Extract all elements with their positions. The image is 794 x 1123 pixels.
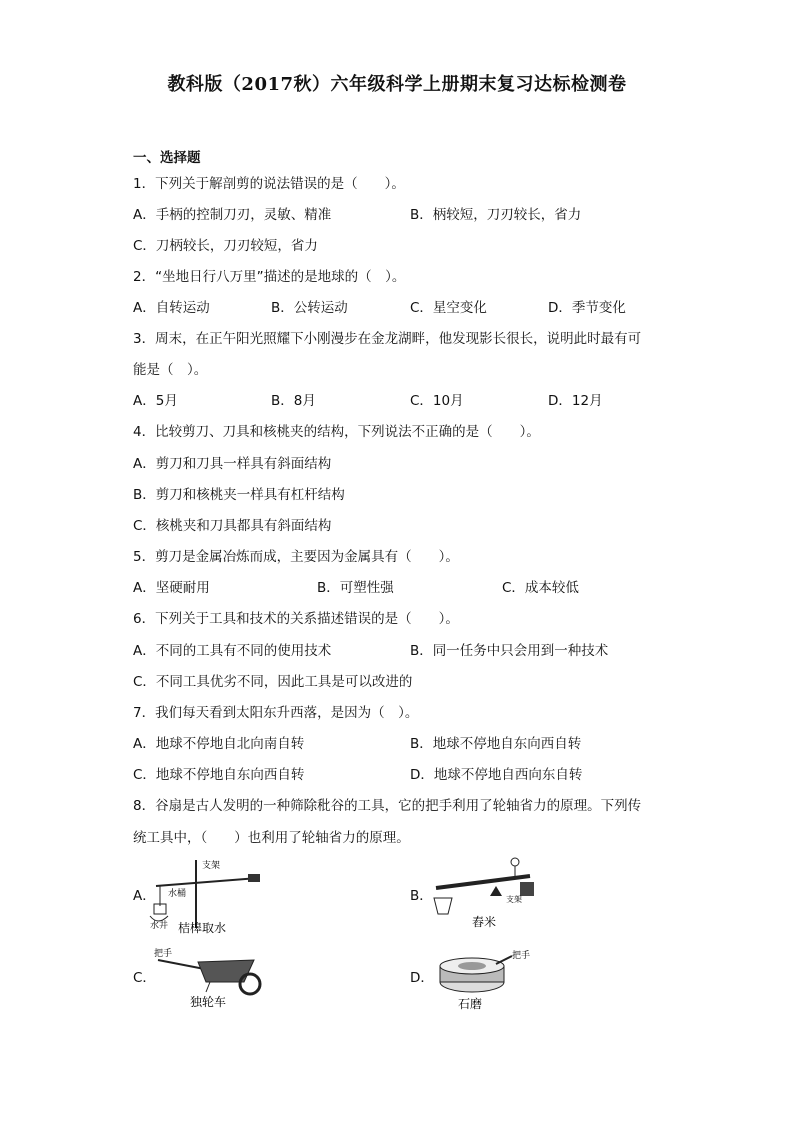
question-2-option-d[interactable]: D．季节变化	[548, 300, 626, 316]
question-7-option-b[interactable]: B．地球不停地自东向西自转	[410, 736, 582, 752]
figure-stone-mill	[432, 946, 532, 1012]
question-3-stem-continued: 能是（ ）。	[133, 362, 208, 378]
question-8-stem-continued: 统工具中，（ ）也利用了轮轴省力的原理。	[133, 830, 410, 846]
figure-b-tag-support: 支架	[506, 895, 522, 904]
question-8-option-b[interactable]: B．	[410, 888, 433, 904]
question-7-option-d[interactable]: D．地球不停地自西向东自转	[410, 767, 583, 783]
question-3-stem: 3．周末，在正午阳光照耀下小刚漫步在金龙湖畔，他发现影长很长，说明此时最有可	[133, 331, 642, 347]
question-5-option-b[interactable]: B．可塑性强	[317, 580, 394, 596]
figure-wheelbarrow	[150, 946, 280, 1012]
question-1-option-a[interactable]: A．手柄的控制刀刃，灵敏、精准	[133, 207, 332, 223]
question-6-stem: 6．下列关于工具和技术的关系描述错误的是（ ）。	[133, 611, 459, 627]
question-5-option-c[interactable]: C．成本较低	[502, 580, 579, 596]
figure-well-sweep	[148, 856, 268, 936]
question-5-stem: 5．剪刀是金属冶炼而成，主要因为金属具有（ ）。	[133, 549, 459, 565]
question-5-option-a[interactable]: A．坚硬耐用	[133, 580, 210, 596]
page-title: 教科版（2017秋）六年级科学上册期末复习达标检测卷	[167, 74, 627, 95]
figure-a-tag-support: 支架	[202, 861, 221, 871]
question-4-option-a[interactable]: A．剪刀和刀具一样具有斜面结构	[133, 456, 332, 472]
question-4-option-b[interactable]: B．剪刀和核桃夹一样具有杠杆结构	[133, 487, 345, 503]
figure-rice-pounding	[430, 856, 540, 936]
question-3-option-c[interactable]: C．10月	[410, 393, 464, 409]
question-6-option-a[interactable]: A．不同的工具有不同的使用技术	[133, 643, 332, 659]
question-8-stem: 8．谷扇是古人发明的一种筛除秕谷的工具，它的把手利用了轮轴省力的原理。下列传	[133, 798, 642, 814]
figure-d-caption: 石磨	[458, 997, 483, 1011]
question-1-stem: 1．下列关于解剖剪的说法错误的是（ ）。	[133, 176, 405, 192]
question-3-option-a[interactable]: A．5月	[133, 393, 178, 409]
question-6-option-b[interactable]: B．同一任务中只会用到一种技术	[410, 643, 609, 659]
figure-d-tag-handle: 把手	[512, 951, 531, 961]
question-3-option-b[interactable]: B．8月	[271, 393, 316, 409]
figure-a-tag-well: 水井	[150, 921, 169, 931]
figure-c-caption: 独轮车	[190, 995, 227, 1009]
question-8-option-a[interactable]: A．	[133, 888, 156, 904]
figure-a-caption: 桔槔取水	[178, 921, 227, 935]
question-2-stem: 2．“坐地日行八万里”描述的是地球的（ ）。	[133, 269, 406, 285]
question-2-option-c[interactable]: C．星空变化	[410, 300, 487, 316]
question-8-option-c[interactable]: C．	[133, 970, 156, 986]
figure-a-tag-bucket: 水桶	[168, 889, 187, 899]
question-4-stem: 4．比较剪刀、刀具和核桃夹的结构，下列说法不正确的是（ ）。	[133, 424, 540, 440]
section-heading: 一、选择题	[133, 150, 201, 166]
question-7-option-c[interactable]: C．地球不停地自东向西自转	[133, 767, 305, 783]
question-3-option-d[interactable]: D．12月	[548, 393, 603, 409]
question-2-option-a[interactable]: A．自转运动	[133, 300, 210, 316]
question-8-option-d[interactable]: D．	[410, 970, 434, 986]
question-1-option-c[interactable]: C．刀柄较长，刀刃较短，省力	[133, 238, 318, 254]
question-4-option-c[interactable]: C．核桃夹和刀具都具有斜面结构	[133, 518, 332, 534]
question-7-option-a[interactable]: A．地球不停地自北向南自转	[133, 736, 305, 752]
question-7-stem: 7．我们每天看到太阳东升西落，是因为（ ）。	[133, 705, 419, 721]
question-1-option-b[interactable]: B．柄较短，刀刃较长，省力	[410, 207, 582, 223]
question-6-option-c[interactable]: C．不同工具优劣不同，因此工具是可以改进的	[133, 674, 413, 690]
figure-c-tag-handle: 把手	[154, 949, 173, 959]
figure-b-caption: 舂米	[472, 915, 497, 929]
question-2-option-b[interactable]: B．公转运动	[271, 300, 348, 316]
